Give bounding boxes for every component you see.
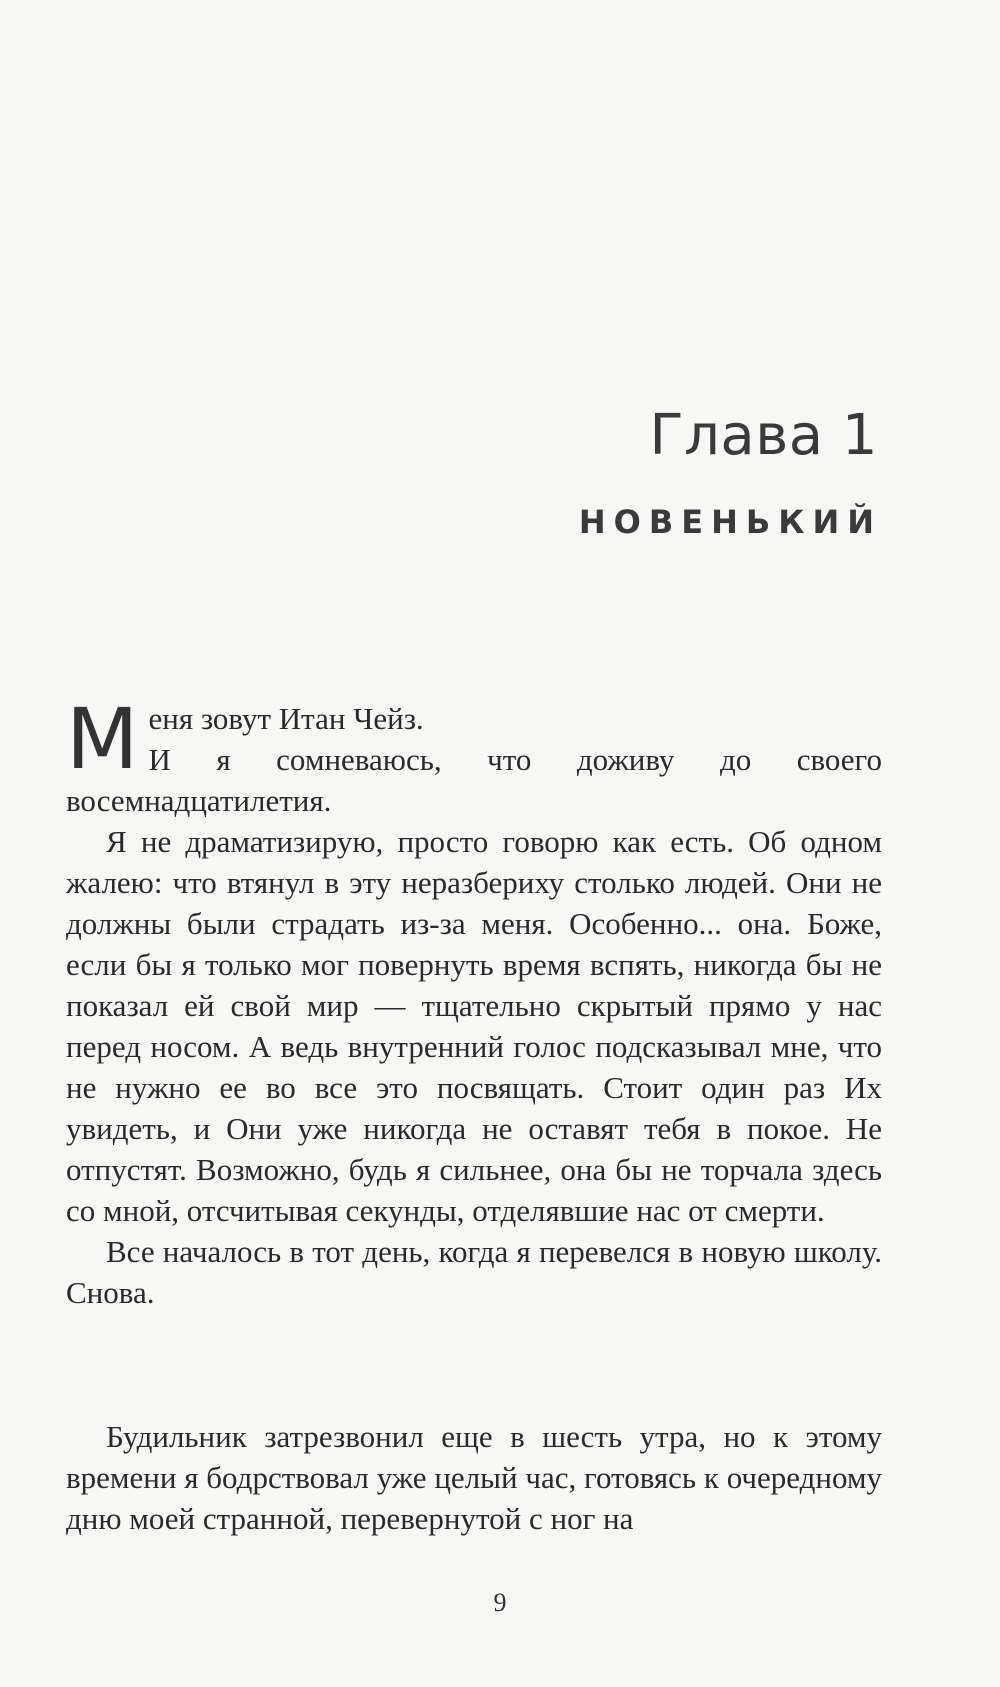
opening-paragraph (66, 690, 882, 821)
body-text-section-2 (66, 1416, 882, 1539)
chapter-title: Глава 1 (649, 403, 878, 468)
page-number: 9 (493, 1588, 507, 1617)
paragraph-4: Будильник затрезвонил еще в шесть утра, но к этому времени я бодрствовал уже целый час, готовясь к очередному дню моей странной, перевернутой с ног на (66, 1419, 882, 1536)
chapter-subtitle: НОВЕНЬКИЙ (578, 503, 882, 541)
opening-line: еня зовут Итан Чейз. (148, 701, 424, 736)
drop-cap: М (66, 690, 139, 788)
body-text-section-1 (66, 690, 882, 1313)
paragraph-3: Все началось в тот день, когда я перевелся в новую школу. Снова. (66, 1234, 882, 1310)
opening-paragraph-rest: И я сомневаюсь, что доживу до своего восемнадцатилетия. (66, 742, 882, 818)
paragraph-2: Я не драматизирую, просто говорю как есть. Об одном жалею: что втянул в эту неразбериху столько людей. Они не должны были страдать из-за меня. Особенно... она. Боже, если бы я только мог повернуть время вспять, никогда бы не показал ей свой мир — тщательно скрытый прямо у нас перед носом. А ведь внутренний голос подсказывал мне, что не нужно ее во все это посвящать. Стоит один раз Их увидеть, и Они уже никогда не оставят тебя в покое. Не отпустят. Возможно, будь я сильнее, она бы не торчала здесь со мной, отсчитывая секунды, отделявшие нас от смерти. (66, 824, 882, 1228)
